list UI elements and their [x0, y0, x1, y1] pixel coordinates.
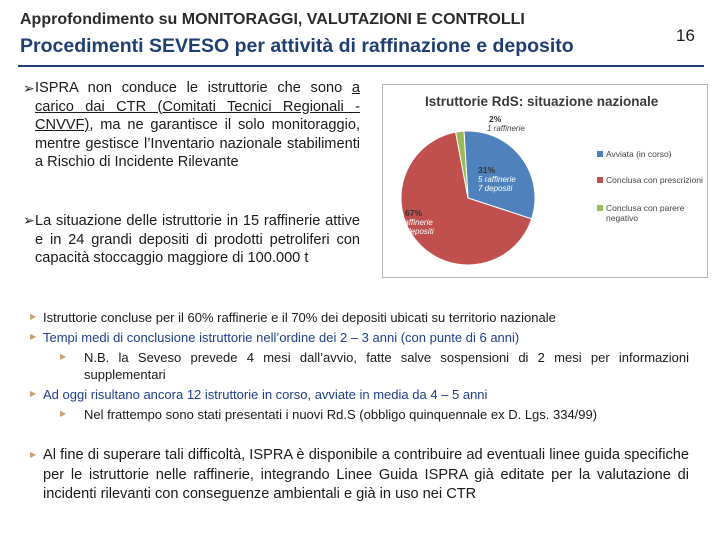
bullet-seveso-note: N.B. la Seveso prevede 4 mesi dall’avvio, fatte salve sospensioni di 2 mesi per informazioni supplementari — [84, 350, 689, 382]
intro-p1-underlined: a carico dai CTR (Comitati Tecnici Regionali - CNVVF) — [35, 80, 360, 133]
legend-swatch-0 — [597, 151, 603, 157]
pie-label-text-1: 17 depositi — [395, 227, 434, 236]
pie-label-text-0: 5 raffinerie — [478, 175, 516, 184]
pie-label-text-0: 7 depositi — [478, 184, 513, 193]
triangle-bullet-icon: ▶ — [30, 332, 37, 341]
legend-swatch-2 — [597, 205, 603, 211]
chart-title: Istruttorie RdS: situazione nazionale — [425, 94, 659, 109]
triangle-bullet-icon: ▶ — [30, 389, 37, 398]
bullet-conclusion-rate: Istruttorie concluse per il 60% raffinerie e il 70% dei depositi ubicati su territorio nazionale — [43, 310, 556, 325]
bullet-average-time: Tempi medi di conclusione istruttorie nell’ordine dei 2 – 3 anni (con punte di 6 anni) — [43, 330, 520, 345]
triangle-bullet-icon: ▶ — [30, 450, 37, 459]
page-title: Procedimenti SEVESO per attività di raffinazione e deposito — [20, 35, 574, 57]
pie-label-text-1: 5 raffinerie — [395, 218, 433, 227]
title-divider — [18, 65, 704, 67]
arrow-bullet-icon: ➢ — [23, 212, 35, 228]
intro-paragraph-1 — [35, 79, 360, 172]
bullet-ispra-guidelines: Al fine di superare tali difficoltà, ISPRA è disponibile a contribuire ad eventuali linee guida specifiche per le istruttorie nelle raffinerie, integrando Linee Guida ISPRA già editate per la valutazione di incidenti rilevanti con conseguenze ambientali e già in uso nei CTR — [43, 447, 689, 502]
header-subtitle: Approfondimento su MONITORAGGI, VALUTAZIONI E CONTROLLI — [20, 11, 525, 28]
arrow-bullet-icon: ➢ — [23, 80, 35, 96]
legend-label-2: Conclusa con parere — [606, 203, 685, 213]
triangle-bullet-icon: ▶ — [30, 312, 37, 321]
bullet-new-rds: Nel frattempo sono stati presentati i nuovi Rd.S (obbligo quinquennale ex D. Lgs. 334/99) — [84, 407, 598, 422]
intro-p1-lead: ISPRA non conduce le istruttorie che sono — [35, 80, 352, 96]
page-number: 16 — [676, 26, 695, 45]
legend-label-1: Conclusa con prescrizioni — [606, 175, 703, 185]
intro-p1-rest: , ma ne garantisce il solo monitoraggio, mentre gestisce l’Inventario nazionale stabilimenti a Rischio di Incidente Rilevante — [35, 117, 360, 170]
bullet-pending-istruttorie: Ad oggi risultano ancora 12 istruttorie in corso, avviate in media da 4 – 5 anni — [43, 387, 488, 402]
triangle-bullet-icon: ▶ — [60, 352, 67, 361]
legend-label-0: Avviata (in corso) — [606, 149, 672, 159]
pie-label-percent-1: 67% — [405, 208, 423, 218]
pie-chart — [383, 85, 707, 277]
pie-chart-panel — [382, 84, 708, 278]
pie-label-percent-0: 31% — [478, 165, 496, 175]
pie-label-text-2: 1 raffinerie — [487, 124, 525, 133]
legend-swatch-1 — [597, 177, 603, 183]
triangle-bullet-icon: ▶ — [60, 409, 67, 418]
intro-paragraph-2: La situazione delle istruttorie in 15 raffinerie attive e in 24 grandi depositi di prodotti petroliferi con capacità stoccaggio maggiore di 100.000 t — [35, 213, 360, 266]
pie-label-percent-2: 2% — [489, 114, 502, 124]
legend-label-2: negativo — [606, 213, 639, 223]
